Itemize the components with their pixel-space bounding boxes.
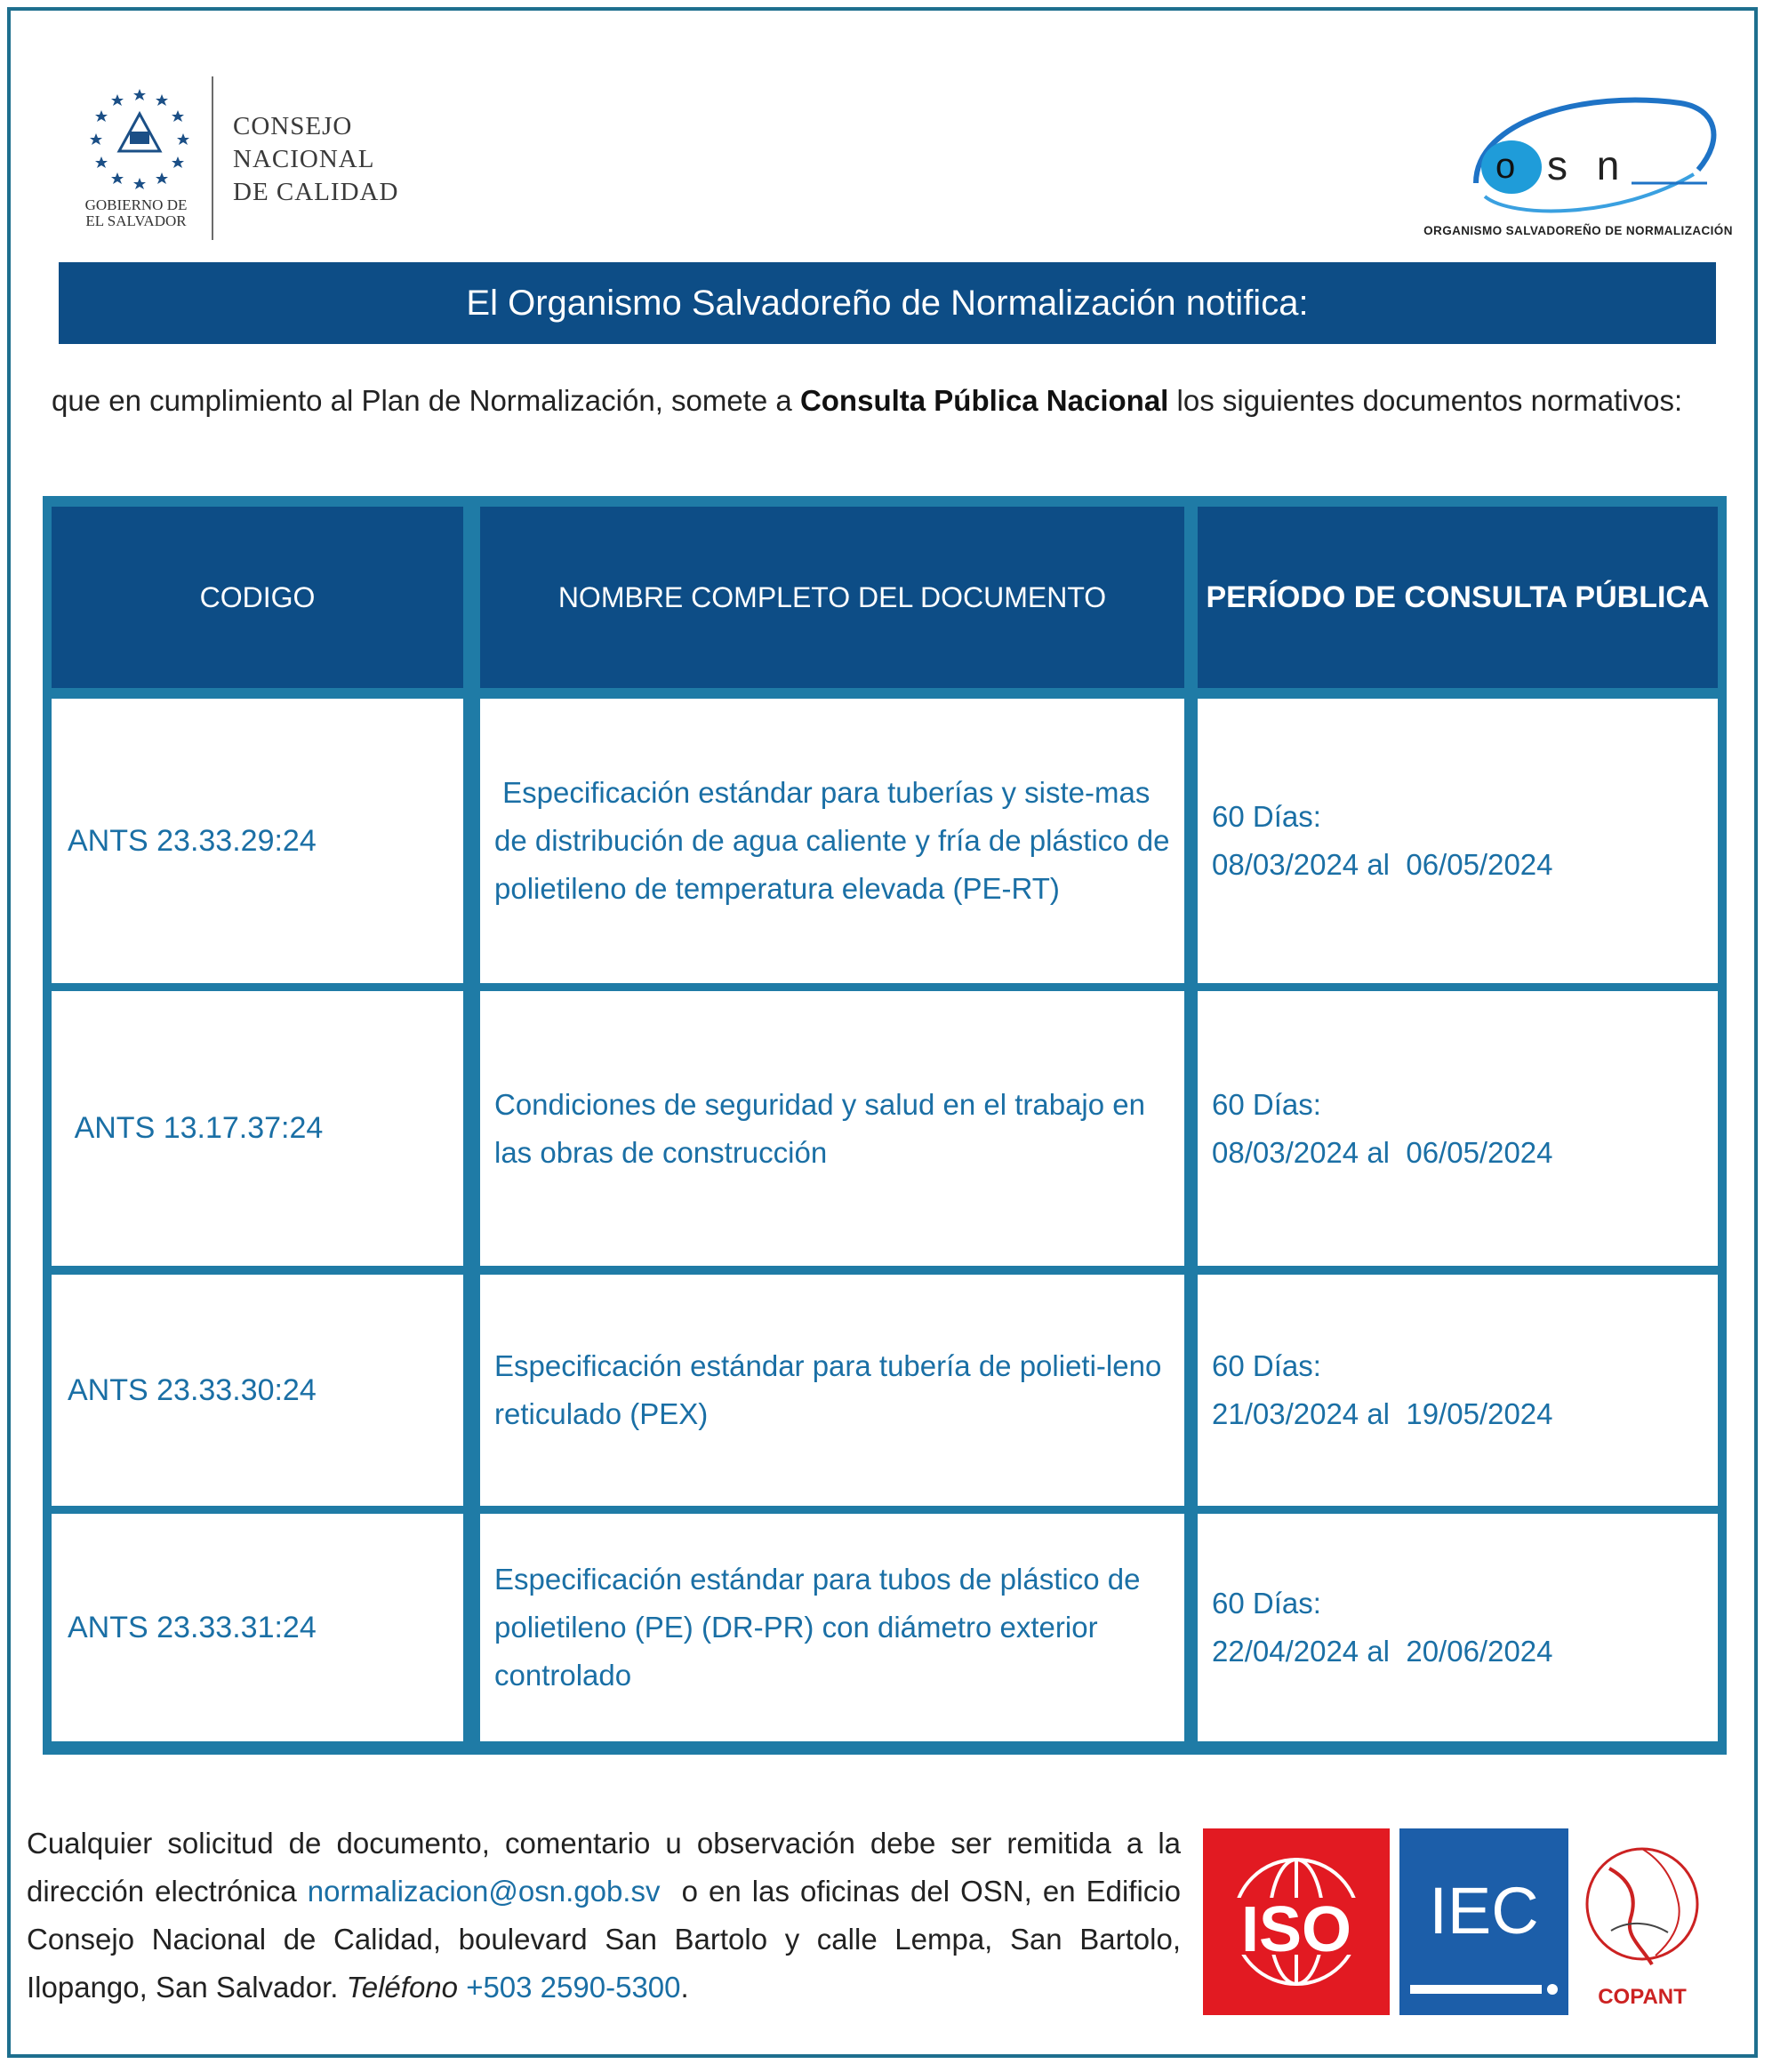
iec-logo-text: IEC: [1429, 1874, 1539, 1948]
intro-bold-text: Consulta Pública Nacional: [799, 384, 1169, 417]
row-2-period-dates: 08/03/2024 al 06/05/2024: [1212, 1135, 1553, 1169]
table-row-3-code: [52, 1275, 463, 1506]
row-1-period-label: 60 Días:: [1212, 800, 1321, 833]
footer-text-before-email: Cualquier solicitud de documento, comentario u observación debe ser remitida a la dirección electrónica: [27, 1827, 1181, 1908]
table-row-3-name: [480, 1275, 1184, 1506]
copant-logo-text: COPANT: [1598, 1985, 1687, 2009]
cnc-line-1: CONSEJO: [233, 112, 353, 140]
documents-table: [43, 496, 1727, 1755]
table-row-1-period: [1198, 699, 1718, 983]
header-cell-codigo: [52, 507, 463, 688]
row-4-name-text: Especificación estándar para tubos de plástico de polietileno (PE) (DR-PR) con diámetro exterior controlado: [494, 1563, 1141, 1692]
gov-caption: [69, 197, 203, 229]
table-row-2-code: [52, 991, 463, 1266]
row-2-code-text: ANTS 13.17.37:24: [68, 1111, 324, 1145]
header-cell-nombre: [480, 507, 1184, 688]
svg-text:o: o: [1495, 147, 1516, 186]
row-3-name-text: Especificación estándar para tubería de polieti-leno reticulado (PEX): [494, 1349, 1162, 1430]
gov-caption-line-1: GOBIERNO DE: [84, 196, 188, 213]
phone-label: Teléfono: [346, 1971, 459, 2004]
table-row-4-name: [480, 1514, 1184, 1741]
header-codigo-label: CODIGO: [199, 580, 316, 613]
osn-caption: ORGANISMO SALVADOREÑO DE NORMALIZACIÓN: [1423, 224, 1733, 237]
row-4-period-dates: 22/04/2024 al 20/06/2024: [1212, 1635, 1553, 1668]
table-row-1-code: [52, 699, 463, 983]
table-row-4-code: [52, 1514, 463, 1741]
row-3-period-label: 60 Días:: [1212, 1349, 1321, 1382]
intro-text-after: los siguientes documentos normativos:: [1168, 384, 1683, 417]
table-row-1-name: [480, 699, 1184, 983]
table-row-2-period: [1198, 991, 1718, 1266]
row-1-code-text: ANTS 23.33.29:24: [68, 823, 317, 858]
row-3-period-dates: 21/03/2024 al 19/05/2024: [1212, 1397, 1553, 1430]
row-4-period-label: 60 Días:: [1212, 1587, 1321, 1620]
contact-paragraph: [27, 1820, 1190, 2012]
row-1-period-dates: 08/03/2024 al 06/05/2024: [1212, 848, 1553, 881]
cnc-line-2: NACIONAL: [233, 145, 375, 173]
row-2-name-text: Condiciones de seguridad y salud en el trabajo en las obras de construcción: [494, 1087, 1145, 1169]
iec-logo-icon: [1399, 1828, 1568, 2015]
row-1-name-text: Especificación estándar para tuberías y siste-mas de distribución de agua caliente y fría de plástico de polietileno de temperatura elevada (PE-RT): [494, 776, 1178, 905]
gov-caption-line-2: EL SALVADOR: [85, 212, 187, 229]
header-cell-periodo: [1198, 507, 1718, 688]
contact-email-link[interactable]: normalizacion@osn.gob.sv: [307, 1875, 661, 1908]
phone-number: +503 2590-5300: [466, 1971, 681, 2004]
row-3-code-text: ANTS 23.33.30:24: [68, 1372, 317, 1407]
osn-logo-icon: [1458, 85, 1725, 228]
row-2-period-label: 60 Días:: [1212, 1087, 1321, 1121]
banner-title: El Organismo Salvadoreño de Normalización notifica:: [466, 283, 1309, 323]
table-row-4-period: [1198, 1514, 1718, 1741]
footer-text-after-email: o en las oficinas del OSN, en Edificio Consejo Nacional de Calidad, boulevard San Bartolo y calle Lempa, San Bartolo, Ilopango, San Salvador.: [27, 1875, 1190, 2004]
iso-logo-icon: [1203, 1828, 1390, 2015]
iso-logo-text: ISO: [1240, 1894, 1352, 1965]
row-4-code-text: ANTS 23.33.31:24: [68, 1610, 317, 1644]
notice-banner: [59, 262, 1716, 344]
header-nombre-label: NOMBRE COMPLETO DEL DOCUMENTO: [557, 580, 1107, 613]
cnc-line-3: DE CALIDAD: [233, 178, 399, 206]
copant-logo-icon: [1576, 1833, 1709, 2011]
table-row-3-period: [1198, 1275, 1718, 1506]
intro-text-before: que en cumplimiento al Plan de Normalización, somete a: [52, 384, 800, 417]
svg-text:s n: s n: [1547, 142, 1629, 188]
header-periodo-label: PERÍODO DE CONSULTA PÚBLICA: [1206, 580, 1710, 614]
intro-paragraph: [52, 378, 1695, 423]
footer-end: .: [680, 1971, 689, 2004]
table-row-2-name: [480, 991, 1184, 1266]
header-divider: [212, 76, 213, 240]
consejo-nacional-de-calidad-name: [233, 110, 398, 209]
